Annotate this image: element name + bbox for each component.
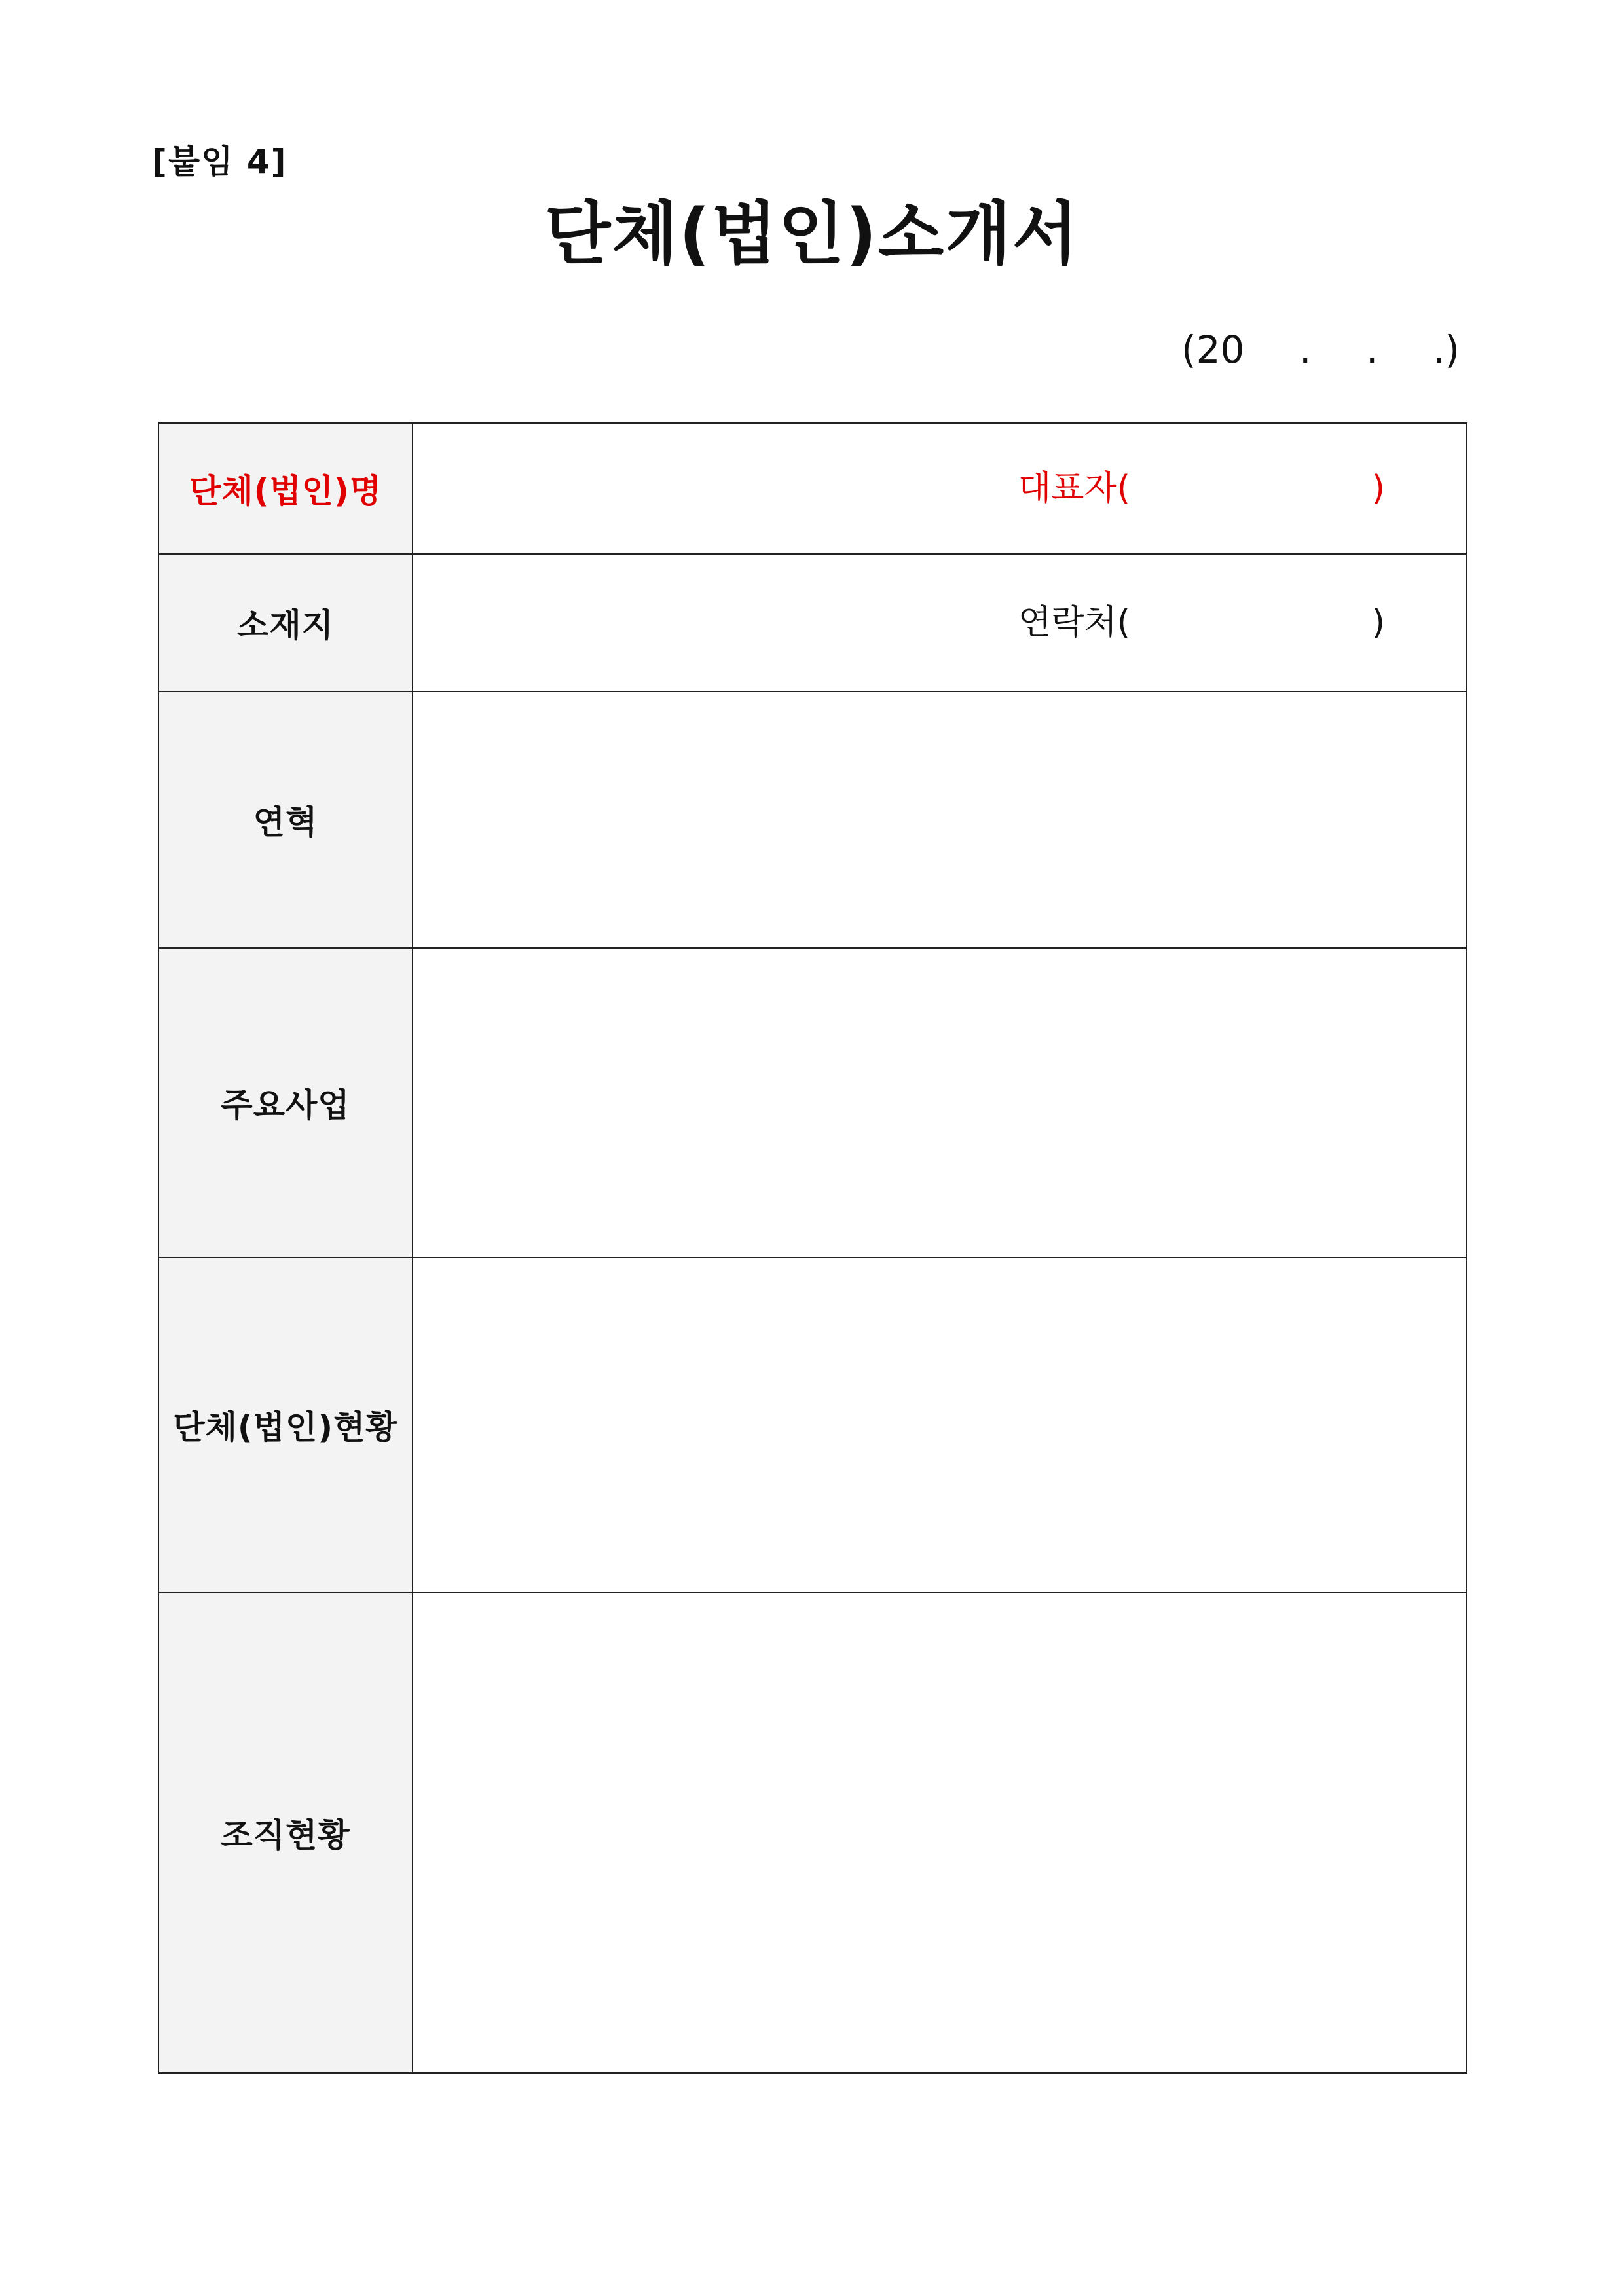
field-organization-status[interactable]	[413, 1257, 1467, 1592]
contact-field[interactable]	[1018, 603, 1385, 642]
date-line	[1181, 327, 1460, 372]
field-org-structure[interactable]	[413, 1592, 1467, 2073]
field-history[interactable]	[413, 691, 1467, 948]
intro-form-table	[158, 422, 1467, 2074]
table-row-organization-name	[158, 423, 1467, 554]
field-main-business[interactable]	[413, 948, 1467, 1257]
date-dot-1: .	[1299, 327, 1312, 372]
label-address: 소재지	[158, 554, 413, 691]
table-row-history	[158, 691, 1467, 948]
contact-close: )	[1371, 603, 1385, 642]
table-row-address	[158, 554, 1467, 691]
field-organization-name[interactable]	[413, 423, 1467, 554]
date-dot-2: .	[1366, 327, 1378, 372]
label-history: 연혁	[158, 691, 413, 948]
contact-label: 연락처(	[1018, 603, 1130, 642]
label-organization-name: 단체(법인)명	[158, 423, 413, 554]
label-main-business: 주요사업	[158, 948, 413, 1257]
table-row-org-structure	[158, 1592, 1467, 2073]
field-address[interactable]	[413, 554, 1467, 691]
attachment-label: [붙임 4]	[152, 143, 287, 181]
representative-label: 대표자(	[1018, 469, 1130, 508]
document-title: 단체(법인)소개서	[544, 194, 1080, 274]
date-suffix: .)	[1433, 327, 1460, 372]
label-organization-status: 단체(법인)현황	[158, 1257, 413, 1592]
table-row-organization-status	[158, 1257, 1467, 1592]
representative-field[interactable]	[1018, 469, 1385, 508]
label-org-structure: 조직현황	[158, 1592, 413, 2073]
table-row-main-business	[158, 948, 1467, 1257]
date-prefix: (20	[1181, 327, 1245, 372]
representative-close: )	[1371, 469, 1385, 508]
